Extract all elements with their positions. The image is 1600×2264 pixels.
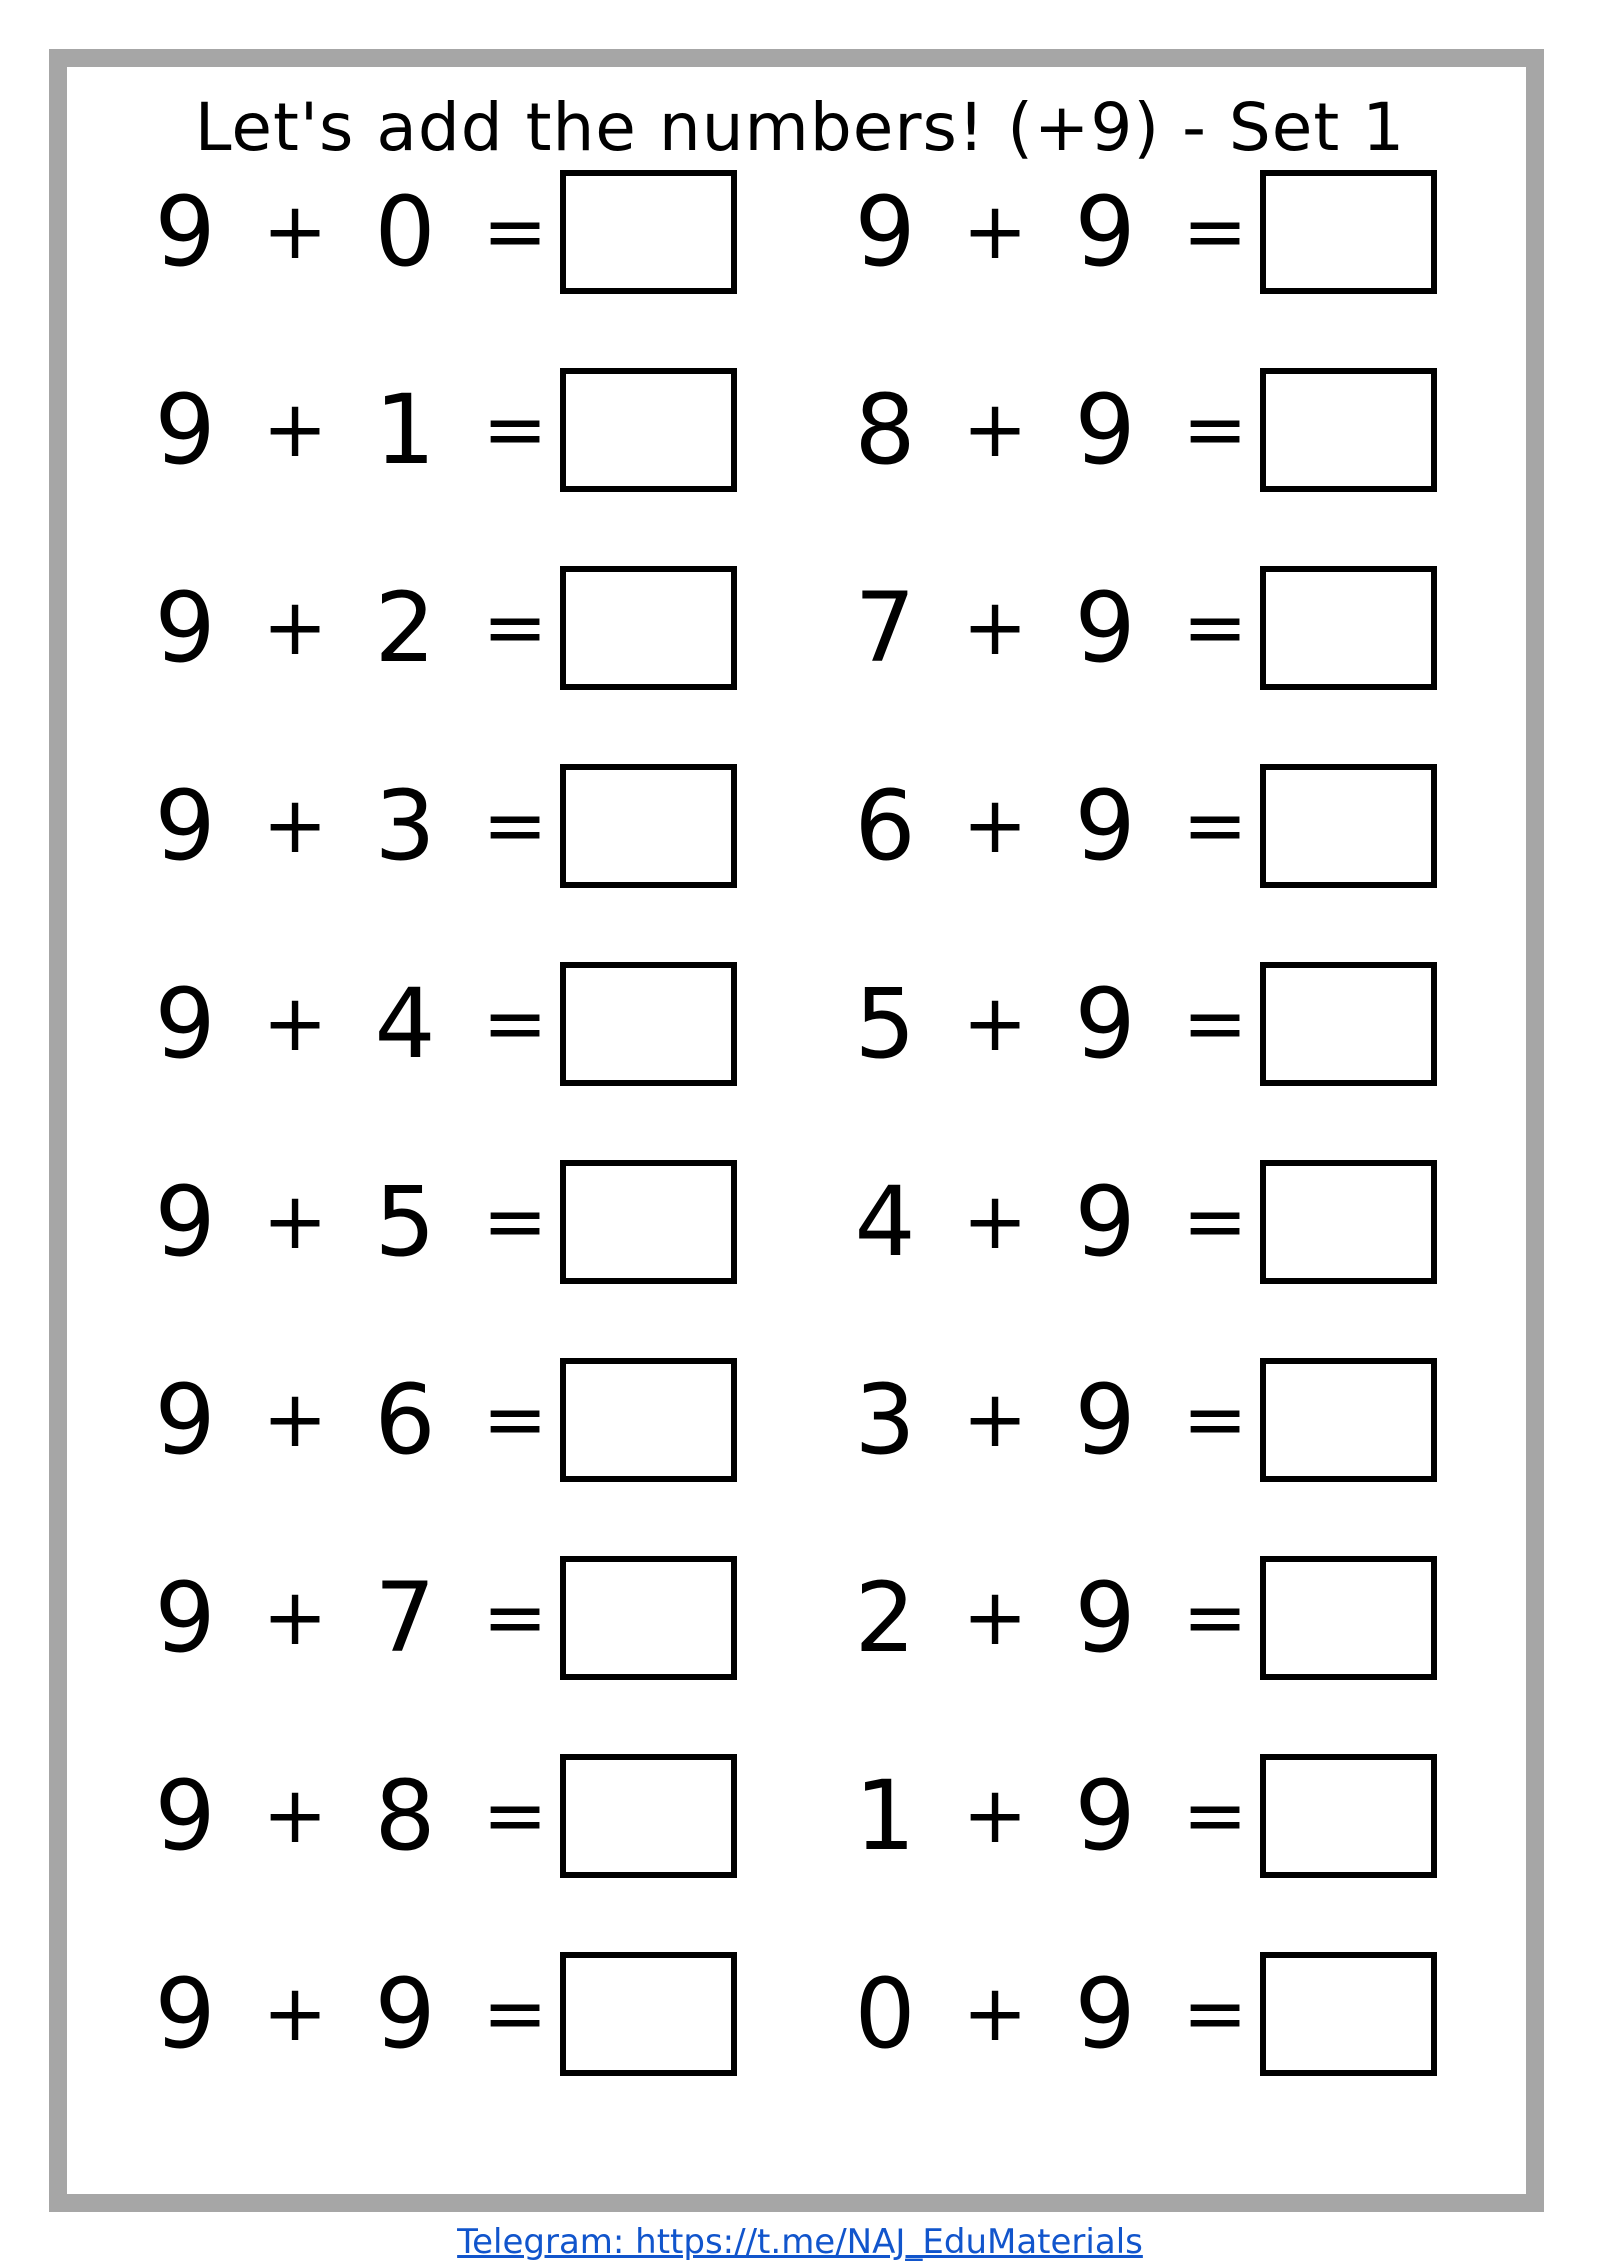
problem-left-10	[130, 1944, 690, 2084]
second-addend: 8	[374, 1760, 436, 1872]
second-addend: 5	[374, 1166, 436, 1278]
answer-box[interactable]	[1260, 962, 1437, 1086]
problem-right-7	[830, 1350, 1390, 1490]
plus-sign: +	[262, 979, 328, 1069]
answer-box[interactable]	[560, 566, 737, 690]
answer-box[interactable]	[1260, 1358, 1437, 1482]
first-addend: 6	[854, 770, 916, 882]
answer-box[interactable]	[560, 1754, 737, 1878]
equals-sign: =	[482, 1573, 548, 1663]
equals-sign: =	[482, 385, 548, 475]
first-addend: 9	[154, 572, 216, 684]
first-addend: 9	[154, 1958, 216, 2070]
second-addend: 1	[374, 374, 436, 486]
plus-sign: +	[962, 781, 1028, 871]
second-addend: 4	[374, 968, 436, 1080]
plus-sign: +	[262, 385, 328, 475]
problem-left-3	[130, 558, 690, 698]
first-addend: 9	[154, 770, 216, 882]
problem-right-4	[830, 756, 1390, 896]
plus-sign: +	[262, 1969, 328, 2059]
first-addend: 9	[154, 1364, 216, 1476]
equals-sign: =	[1182, 1771, 1248, 1861]
answer-box[interactable]	[560, 962, 737, 1086]
second-addend: 9	[1074, 1364, 1136, 1476]
plus-sign: +	[962, 1375, 1028, 1465]
second-addend: 9	[1074, 1166, 1136, 1278]
equals-sign: =	[1182, 187, 1248, 277]
equals-sign: =	[1182, 1573, 1248, 1663]
second-addend: 9	[374, 1958, 436, 2070]
problem-left-1	[130, 162, 690, 302]
equals-sign: =	[482, 979, 548, 1069]
equals-sign: =	[1182, 979, 1248, 1069]
answer-box[interactable]	[1260, 170, 1437, 294]
second-addend: 9	[1074, 572, 1136, 684]
answer-box[interactable]	[560, 1952, 737, 2076]
equals-sign: =	[482, 1771, 548, 1861]
plus-sign: +	[962, 1969, 1028, 2059]
problem-left-2	[130, 360, 690, 500]
problem-left-8	[130, 1548, 690, 1688]
first-addend: 9	[154, 1166, 216, 1278]
first-addend: 7	[854, 572, 916, 684]
problem-left-5	[130, 954, 690, 1094]
plus-sign: +	[962, 1771, 1028, 1861]
equals-sign: =	[482, 583, 548, 673]
first-addend: 9	[154, 1562, 216, 1674]
worksheet-title: Let's add the numbers! (+9) - Set 1	[194, 89, 1406, 166]
problem-left-9	[130, 1746, 690, 1886]
answer-box[interactable]	[560, 764, 737, 888]
plus-sign: +	[962, 1177, 1028, 1267]
plus-sign: +	[262, 781, 328, 871]
first-addend: 9	[154, 968, 216, 1080]
problem-left-4	[130, 756, 690, 896]
equals-sign: =	[1182, 1969, 1248, 2059]
second-addend: 6	[374, 1364, 436, 1476]
problem-left-7	[130, 1350, 690, 1490]
second-addend: 9	[1074, 1562, 1136, 1674]
answer-box[interactable]	[1260, 764, 1437, 888]
plus-sign: +	[962, 187, 1028, 277]
second-addend: 0	[374, 176, 436, 288]
plus-sign: +	[262, 187, 328, 277]
plus-sign: +	[962, 583, 1028, 673]
second-addend: 7	[374, 1562, 436, 1674]
answer-box[interactable]	[560, 1556, 737, 1680]
problem-right-3	[830, 558, 1390, 698]
problem-right-9	[830, 1746, 1390, 1886]
equals-sign: =	[482, 1177, 548, 1267]
second-addend: 9	[1074, 770, 1136, 882]
second-addend: 9	[1074, 1760, 1136, 1872]
equals-sign: =	[1182, 1375, 1248, 1465]
first-addend: 9	[154, 176, 216, 288]
answer-box[interactable]	[560, 1160, 737, 1284]
equals-sign: =	[482, 1375, 548, 1465]
problem-right-6	[830, 1152, 1390, 1292]
footer	[0, 2222, 1600, 2262]
answer-box[interactable]	[1260, 566, 1437, 690]
first-addend: 9	[154, 1760, 216, 1872]
first-addend: 5	[854, 968, 916, 1080]
first-addend: 9	[154, 374, 216, 486]
equals-sign: =	[1182, 1177, 1248, 1267]
answer-box[interactable]	[560, 170, 737, 294]
first-addend: 9	[854, 176, 916, 288]
plus-sign: +	[262, 1375, 328, 1465]
second-addend: 3	[374, 770, 436, 882]
second-addend: 9	[1074, 968, 1136, 1080]
first-addend: 3	[854, 1364, 916, 1476]
problem-left-6	[130, 1152, 690, 1292]
first-addend: 8	[854, 374, 916, 486]
plus-sign: +	[962, 1573, 1028, 1663]
equals-sign: =	[1182, 781, 1248, 871]
second-addend: 9	[1074, 374, 1136, 486]
plus-sign: +	[262, 1573, 328, 1663]
telegram-link[interactable]: Telegram: https://t.me/NAJ_EduMaterials	[457, 2222, 1143, 2262]
second-addend: 9	[1074, 1958, 1136, 2070]
problem-right-8	[830, 1548, 1390, 1688]
problem-right-5	[830, 954, 1390, 1094]
plus-sign: +	[262, 1177, 328, 1267]
answer-box[interactable]	[560, 1358, 737, 1482]
equals-sign: =	[1182, 385, 1248, 475]
first-addend: 1	[854, 1760, 916, 1872]
problem-right-2	[830, 360, 1390, 500]
plus-sign: +	[962, 979, 1028, 1069]
answer-box[interactable]	[1260, 1952, 1437, 2076]
plus-sign: +	[962, 385, 1028, 475]
equals-sign: =	[482, 187, 548, 277]
first-addend: 4	[854, 1166, 916, 1278]
answer-box[interactable]	[560, 368, 737, 492]
equals-sign: =	[482, 781, 548, 871]
second-addend: 9	[1074, 176, 1136, 288]
answer-box[interactable]	[1260, 368, 1437, 492]
answer-box[interactable]	[1260, 1160, 1437, 1284]
plus-sign: +	[262, 583, 328, 673]
problem-right-1	[830, 162, 1390, 302]
answer-box[interactable]	[1260, 1754, 1437, 1878]
first-addend: 0	[854, 1958, 916, 2070]
equals-sign: =	[1182, 583, 1248, 673]
problem-right-10	[830, 1944, 1390, 2084]
answer-box[interactable]	[1260, 1556, 1437, 1680]
first-addend: 2	[854, 1562, 916, 1674]
equals-sign: =	[482, 1969, 548, 2059]
plus-sign: +	[262, 1771, 328, 1861]
second-addend: 2	[374, 572, 436, 684]
